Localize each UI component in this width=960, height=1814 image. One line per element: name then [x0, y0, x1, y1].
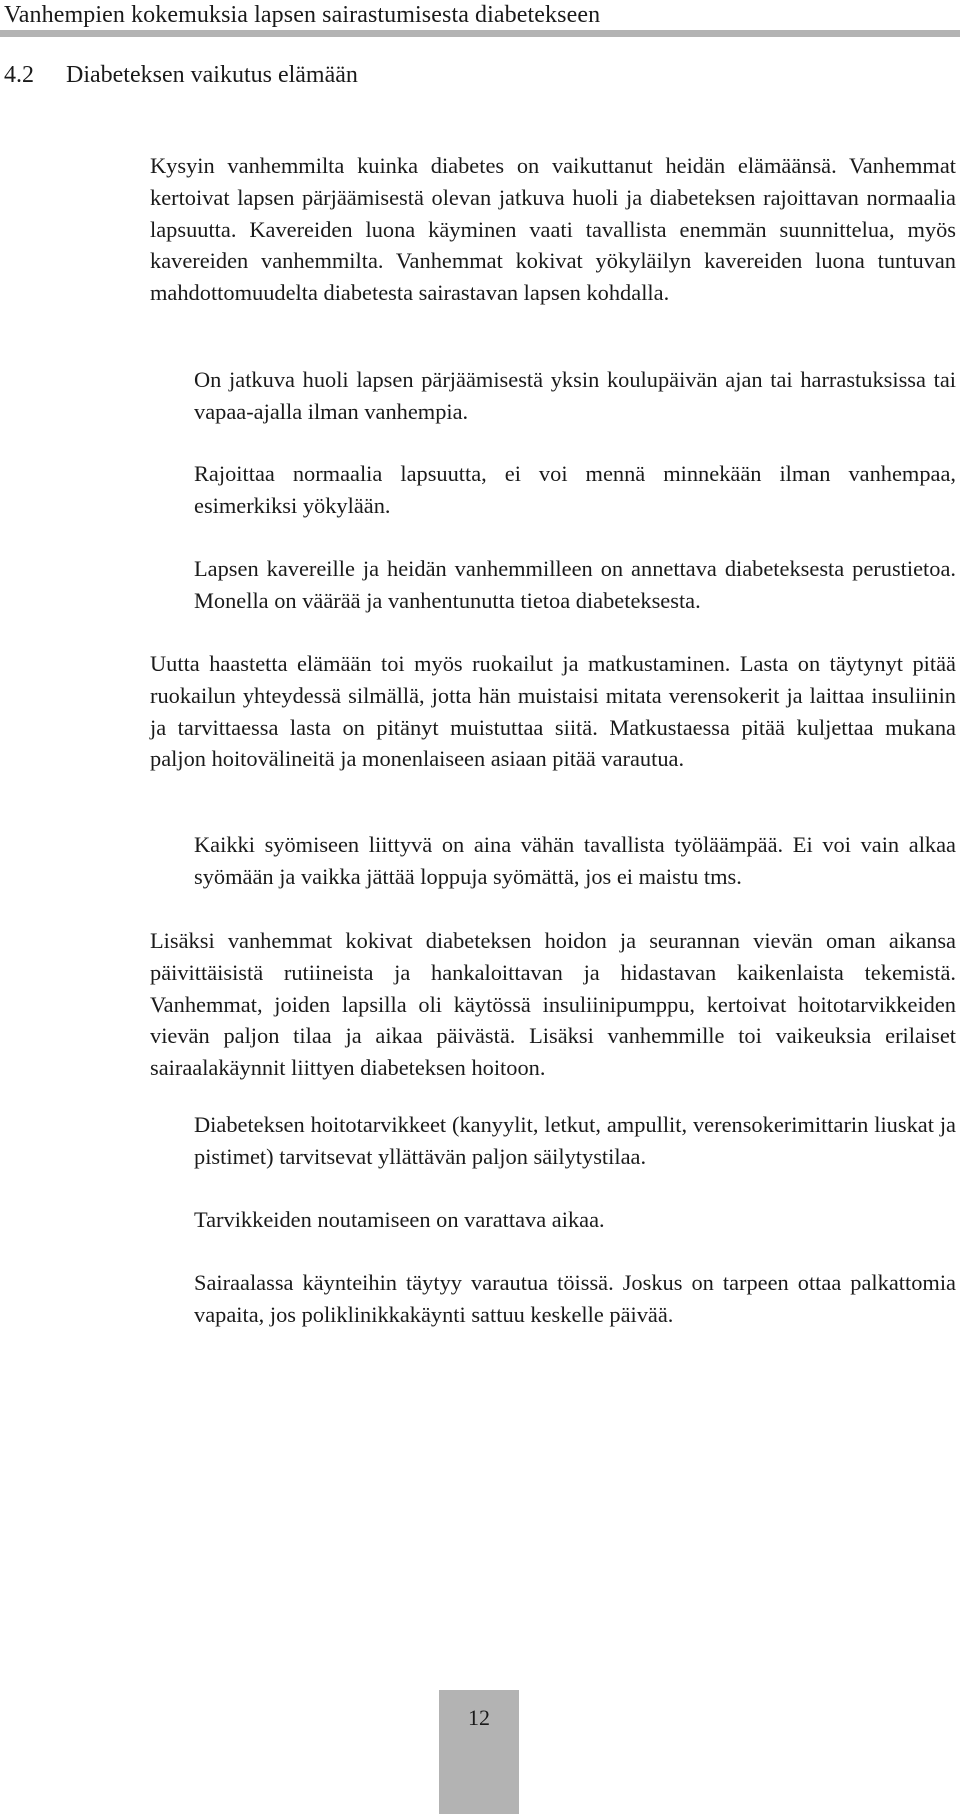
quote-pickup: Tarvikkeiden noutamiseen on varattava aikaa.: [194, 1207, 605, 1232]
quote-friends-info: Lapsen kavereille ja heidän vanhemmilleen on annettava diabeteksesta perustietoa. Monella on väärää ja vanhentunutta tietoa diabeteksesta.: [194, 556, 956, 613]
page-number: 12: [468, 1705, 490, 1730]
paragraph-eating-travel: Uutta haastetta elämään toi myös ruokailut ja matkustaminen. Lasta on täytynyt pitää ruokailun yhteydessä silmällä, jotta hän muistaisi mitata verensokerit ja laittaa insuliinin ja tarvittaessa lasta on pitänyt muistuttaa siitä. Matkustaessa pitää kuljettaa mukana paljon hoitovälineitä ja monenlaiseen asiaan pitää varautua.: [150, 651, 956, 772]
quote-eating: Kaikki syömiseen liittyvä on aina vähän tavallista työläämpää. Ei voi vain alkaa syömään ja vaikka jättää loppuja syömättä, jos ei maistu tms.: [194, 832, 956, 889]
section-title: Diabeteksen vaikutus elämään: [66, 62, 358, 88]
running-header: Vanhempien kokemuksia lapsen sairastumisesta diabetekseen: [4, 2, 601, 28]
quote-supplies: Diabeteksen hoitotarvikkeet (kanyylit, letkut, ampullit, verensokerimittarin liuskat ja pistimet) tarvitsevat yllättävän paljon säilytystilaa.: [194, 1112, 956, 1169]
quote-childhood: Rajoittaa normaalia lapsuutta, ei voi mennä minnekään ilman vanhempaa, esimerkiksi yökylään.: [194, 461, 956, 518]
paragraph-routines: Lisäksi vanhemmat kokivat diabeteksen hoidon ja seurannan vievän oman aikansa päivittäisistä rutiineista ja hankaloittavan ja hidastavan kaikenlaista tekemistä. Vanhemmat, joiden lapsilla oli käytössä insuliinipumppu, kertoivat hoitotarvikkeiden vievän paljon tilaa ja aikaa päivästä. Lisäksi vanhemmille toi vaikeuksia erilaiset sairaalakäynnit liittyen diabeteksen hoitoon.: [150, 928, 956, 1081]
page-number-box: [439, 1690, 519, 1814]
header-rule: [0, 30, 960, 37]
section-heading: [4, 60, 358, 90]
paragraph-intro: Kysyin vanhemmilta kuinka diabetes on vaikuttanut heidän elämäänsä. Vanhemmat kertoivat lapsen pärjäämisestä olevan jatkuva huoli ja diabeteksen rajoittavan normaalia lapsuutta. Kavereiden luona käyminen vaati tavallista enemmän suunnittelua, myös kavereiden vanhemmilta. Vanhemmat kokivat yökyläilyn kavereiden luona tuntuvan mahdottomuudelta diabetesta sairastavan lapsen kohdalla.: [150, 153, 956, 306]
section-number: 4.2: [4, 62, 34, 88]
quote-hospital: Sairaalassa käynteihin täytyy varautua töissä. Joskus on tarpeen ottaa palkattomia vapaita, jos poliklinikkakäynti sattuu keskelle päivää.: [194, 1270, 956, 1327]
quote-worry: On jatkuva huoli lapsen pärjäämisestä yksin koulupäivän ajan tai harrastuksissa tai vapaa-ajalla ilman vanhempia.: [194, 367, 956, 424]
